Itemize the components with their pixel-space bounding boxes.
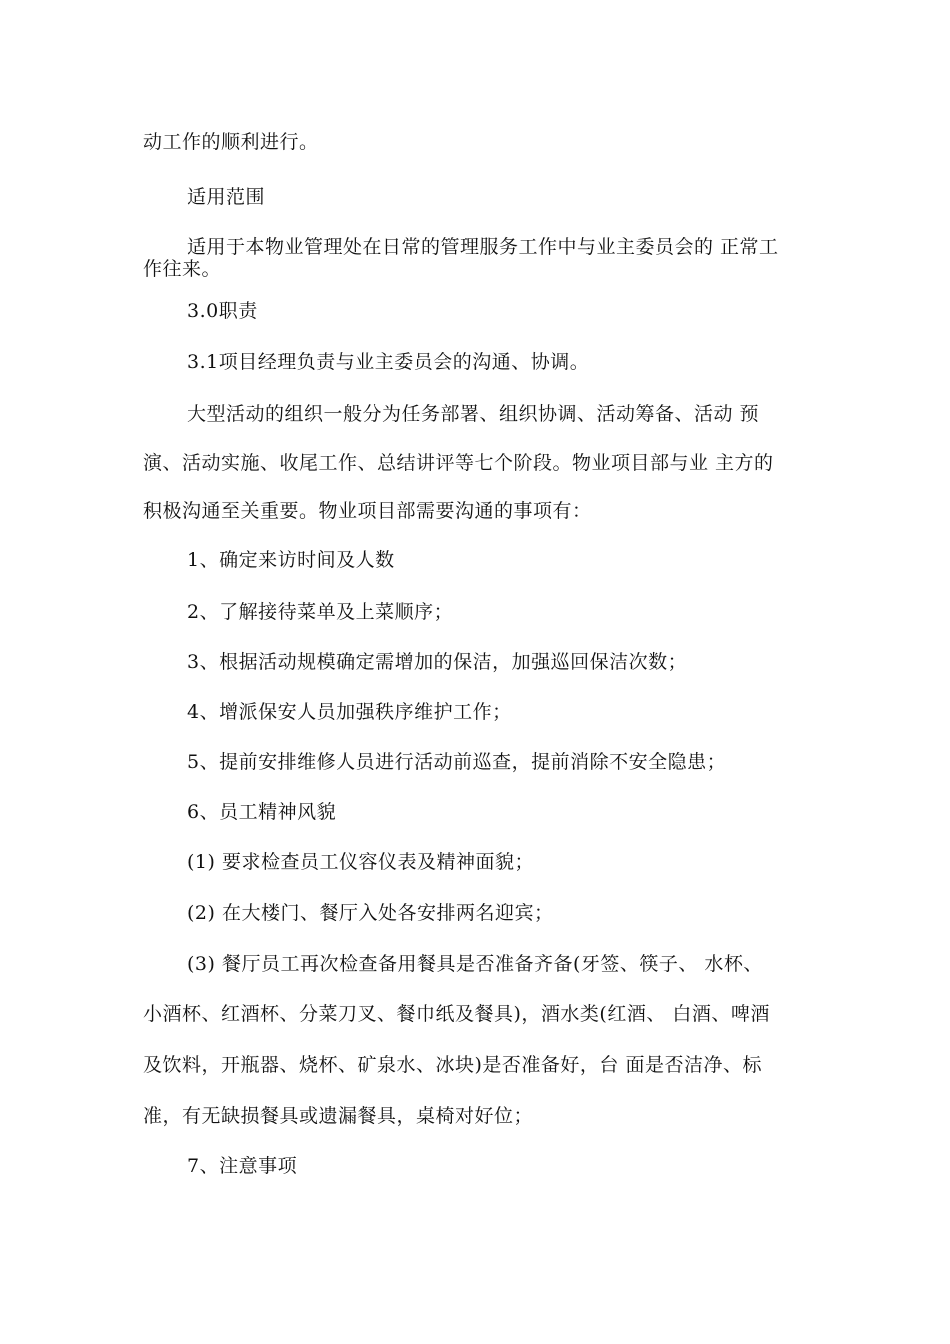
paragraph-line: 积极沟通至关重要。物业项目部需要沟通的事项有： <box>143 500 592 522</box>
sub-list-item: (2) 在大楼门、餐厅入处各安排两名迎宾； <box>187 902 554 924</box>
section-heading: 3.0职责 <box>187 300 258 322</box>
paragraph-line: 准，有无缺损餐具或遗漏餐具，桌椅对好位； <box>143 1105 534 1127</box>
list-item: 2、了解接待菜单及上菜顺序； <box>187 601 454 623</box>
sub-list-item: (1) 要求检查员工仪容仪表及精神面貌； <box>187 851 534 873</box>
list-item: 4、增派保安人员加强秩序维护工作； <box>187 701 512 723</box>
paragraph-line: 小酒杯、红酒杯、分菜刀叉、餐巾纸及餐具)，酒水类(红酒、 白酒、啤酒 <box>143 1003 770 1025</box>
list-item: 7、注意事项 <box>187 1155 298 1177</box>
section-heading: 适用范围 <box>187 186 266 208</box>
list-item: 6、员工精神风貌 <box>187 801 337 823</box>
list-item: 1、确定来访时间及人数 <box>187 549 395 571</box>
list-item: 3、根据活动规模确定需增加的保洁，加强巡回保洁次数； <box>187 651 688 673</box>
paragraph-line: 大型活动的组织一般分为任务部署、组织协调、活动筹备、活动 预 <box>187 403 760 425</box>
paragraph-line: 演、活动实施、收尾工作、总结讲评等七个阶段。物业项目部与业 主方的 <box>143 452 774 474</box>
paragraph-line: 适用于本物业管理处在日常的管理服务工作中与业主委员会的 正常工 <box>187 236 779 258</box>
paragraph-line: 动工作的顺利进行。 <box>143 131 319 153</box>
paragraph-line: 3.1项目经理负责与业主委员会的沟通、协调。 <box>187 351 590 373</box>
paragraph-line: 作往来。 <box>143 258 222 280</box>
list-item: 5、提前安排维修人员进行活动前巡查，提前消除不安全隐患； <box>187 751 727 773</box>
paragraph-line: 及饮料，开瓶器、烧杯、矿泉水、冰块)是否准备好，台 面是否洁净、标 <box>143 1054 762 1076</box>
sub-list-item: (3) 餐厅员工再次检查备用餐具是否准备齐备(牙签、筷子、 水杯、 <box>187 953 763 975</box>
